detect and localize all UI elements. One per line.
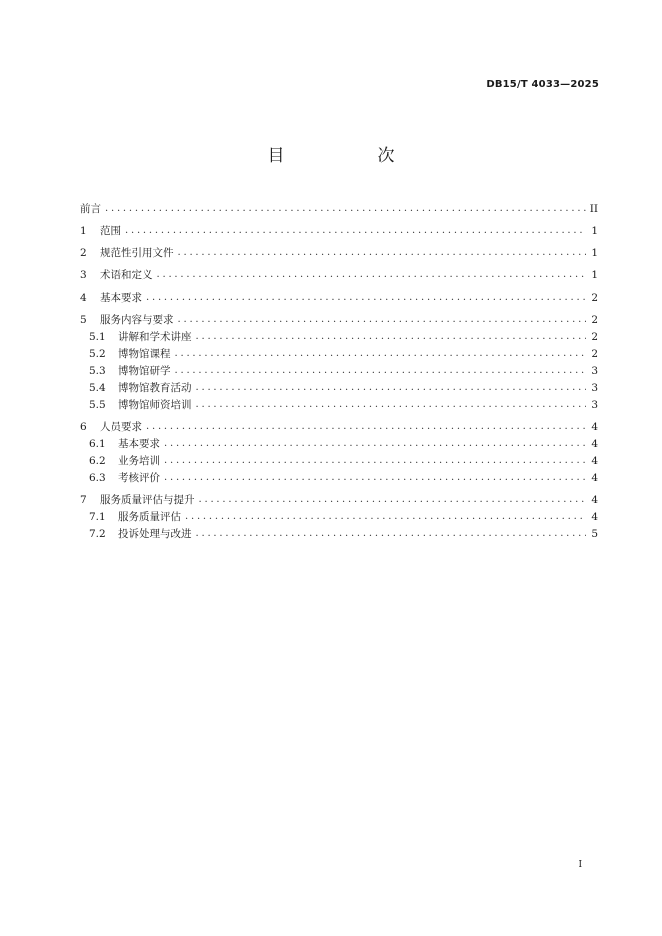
toc-entry-number: 7: [80, 494, 87, 506]
toc-entry-page: 2: [591, 314, 598, 326]
toc-leader-dots: [199, 492, 587, 508]
toc-entry-page: 2: [591, 348, 598, 360]
toc-entry-label: 讲解和学术讲座: [118, 331, 192, 343]
toc-entry-page: 5: [591, 528, 598, 540]
toc-entry-label: 人员要求: [100, 421, 142, 433]
toc-entry-number: 7.2: [89, 528, 106, 540]
toc-leader-dots: [164, 453, 586, 469]
toc-leader-dots: [125, 223, 586, 239]
toc-entry[interactable]: [80, 267, 598, 283]
toc-entry-number: 5.3: [89, 365, 106, 377]
toc-entry[interactable]: [89, 363, 598, 379]
toc-entry[interactable]: [89, 509, 598, 525]
toc-entry[interactable]: [80, 245, 598, 261]
toc-entry-page: 2: [591, 292, 598, 304]
toc-leader-dots: [105, 201, 586, 217]
toc-entry-label: 博物馆教育活动: [118, 382, 192, 394]
toc-entry-label: 范围: [100, 225, 121, 237]
toc-entry[interactable]: [80, 312, 598, 328]
toc-entry-label: 博物馆师资培训: [118, 399, 192, 411]
toc-entry-page: 3: [591, 382, 598, 394]
toc-leader-dots: [196, 380, 587, 396]
toc-title: 目 次: [267, 146, 433, 166]
toc-entry[interactable]: [89, 436, 598, 452]
toc-leader-dots: [146, 419, 586, 435]
toc-entry-number: 2: [80, 247, 87, 259]
toc-entry-page: 4: [591, 472, 598, 484]
toc-entry-page: 4: [591, 455, 598, 467]
toc-entry-number: 5.1: [89, 331, 106, 343]
toc-leader-dots: [164, 436, 586, 452]
toc-entry-number: 6.1: [89, 438, 106, 450]
toc-entry-page: II: [589, 203, 598, 215]
toc-entry-label: 服务质量评估: [118, 511, 181, 523]
toc-entry-page: 1: [591, 269, 598, 281]
toc-entry-label: 术语和定义: [100, 269, 153, 281]
toc-entry-number: 5.2: [89, 348, 106, 360]
toc-entry-number: 3: [80, 269, 87, 281]
toc-entry-page: 3: [591, 399, 598, 411]
toc-entry-label: 考核评价: [118, 472, 160, 484]
toc-leader-dots: [164, 470, 586, 486]
toc-entry-number: 5: [80, 314, 87, 326]
toc-entry-page: 4: [591, 438, 598, 450]
toc-entry[interactable]: [89, 526, 598, 542]
toc-entry[interactable]: [89, 397, 598, 413]
toc-entry[interactable]: [80, 223, 598, 239]
toc-entry-page: 3: [591, 365, 598, 377]
toc-entry-page: 1: [591, 225, 598, 237]
toc-entry[interactable]: [80, 201, 598, 217]
toc-entry[interactable]: [89, 329, 598, 345]
toc-entry-page: 2: [591, 331, 598, 343]
toc-leader-dots: [196, 526, 587, 542]
toc-leader-dots: [175, 363, 587, 379]
toc-entry-label: 前言: [80, 203, 101, 215]
toc-entry-number: 5.5: [89, 399, 106, 411]
toc-entry[interactable]: [89, 380, 598, 396]
toc-leader-dots: [157, 267, 587, 283]
toc-entry-label: 博物馆课程: [118, 348, 171, 360]
toc-entry[interactable]: [89, 346, 598, 362]
toc-entry-number: 6.2: [89, 455, 106, 467]
toc-entry[interactable]: [89, 453, 598, 469]
toc-leader-dots: [175, 346, 587, 362]
toc-entry-label: 服务质量评估与提升: [100, 494, 195, 506]
toc-entry-label: 投诉处理与改进: [118, 528, 192, 540]
toc-leader-dots: [196, 397, 587, 413]
toc-entry-label: 业务培训: [118, 455, 160, 467]
toc-entry-page: 4: [591, 421, 598, 433]
toc-entry[interactable]: [80, 419, 598, 435]
toc-entry-label: 博物馆研学: [118, 365, 171, 377]
toc-entry-label: 基本要求: [100, 292, 142, 304]
toc-leader-dots: [178, 312, 587, 328]
toc-entry-label: 基本要求: [118, 438, 160, 450]
toc-entry-number: 5.4: [89, 382, 106, 394]
page-number: I: [578, 860, 582, 870]
toc-entry-label: 服务内容与要求: [100, 314, 174, 326]
toc-entry-number: 7.1: [89, 511, 106, 523]
toc-leader-dots: [146, 290, 586, 306]
toc-entry[interactable]: [89, 470, 598, 486]
toc-entry-page: 1: [591, 247, 598, 259]
toc-leader-dots: [196, 329, 587, 345]
toc-leader-dots: [185, 509, 586, 525]
toc-entry-page: 4: [591, 511, 598, 523]
toc-entry-page: 4: [591, 494, 598, 506]
toc-entry-number: 1: [80, 225, 87, 237]
toc-leader-dots: [178, 245, 587, 261]
toc-entry-number: 4: [80, 292, 87, 304]
toc-entry-number: 6.3: [89, 472, 106, 484]
document-code: DB15/T 4033—2025: [486, 79, 599, 90]
toc-entry[interactable]: [80, 290, 598, 306]
toc-entry[interactable]: [80, 492, 598, 508]
toc-entry-number: 6: [80, 421, 87, 433]
toc-entry-label: 规范性引用文件: [100, 247, 174, 259]
